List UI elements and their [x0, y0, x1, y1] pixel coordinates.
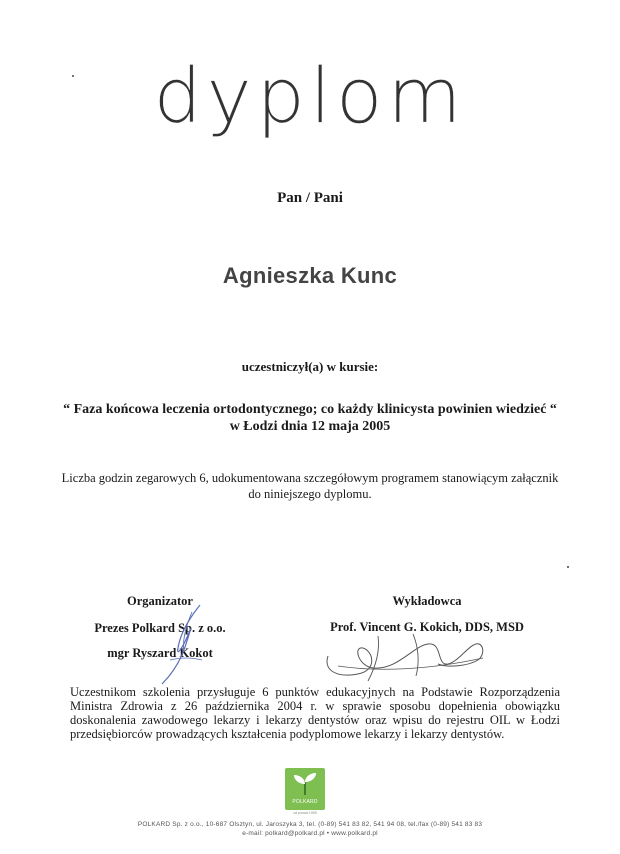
- scan-speck: [567, 566, 569, 568]
- organizer-signature-scribble: [140, 600, 220, 690]
- footer-address: POLKARD Sp. z o.o., 10-687 Olsztyn, ul. Jaroszyka 3, tel. (0-89) 541 83 82, 541 94 08, tel./fax (0-89) 541 83 83: [137, 821, 483, 828]
- logo-label: POLKARD: [292, 799, 318, 805]
- participated-text: uczestniczył(a) w kursie:: [241, 359, 379, 374]
- hours-line-1: Liczba godzin zegarowych 6, udokumentowana szczegółowym programem stanowiącym załącznik: [61, 471, 559, 485]
- salutation: Pan / Pani: [277, 190, 343, 206]
- scan-speck: [72, 75, 74, 77]
- lecturer-heading: Wykładowca: [392, 594, 462, 608]
- course-place-date: w Łodzi dnia 12 maja 2005: [229, 419, 391, 434]
- organizer-role: Prezes Polkard Sp. z o.o.: [94, 621, 226, 635]
- participant-name: Agnieszka Kunc: [222, 263, 398, 288]
- organizer-heading: Organizator: [127, 594, 193, 608]
- credits-paragraph: Uczestnikom szkolenia przysługuje 6 punktów edukacyjnych na Podstawie Rozporządzenia Ministra Zdrowia z 26 października 2004 r. w sprawie sposobu dopełnienia obowiązku doskonalenia zawodowego lekarzy i lekarzy dentystów oraz wpisu do rejestru OIL w Łodzi przedsiębiorców prowadzących kształcenia podyplomowe lekarzy i lekarzy dentystów.: [70, 685, 560, 741]
- sprout-icon: [285, 768, 325, 798]
- course-title: “ Faza końcowa leczenia ortodontycznego; co każdy klinicysta powinien wiedzieć “: [63, 402, 557, 417]
- diploma-title: dyplom: [153, 51, 467, 140]
- footer-contact: e-mail: polkard@polkard.pl • www.polkard.pl: [242, 830, 378, 837]
- lecturer-signature-scribble: [318, 626, 498, 686]
- logo-subtext: od ponad 1995: [293, 811, 317, 815]
- lecturer-name: Prof. Vincent G. Kokich, DDS, MSD: [330, 620, 524, 634]
- hours-line-2: do niniejszego dyplomu.: [248, 487, 372, 501]
- organizer-name: mgr Ryszard Kokot: [107, 646, 213, 660]
- polkard-logo: [285, 768, 325, 810]
